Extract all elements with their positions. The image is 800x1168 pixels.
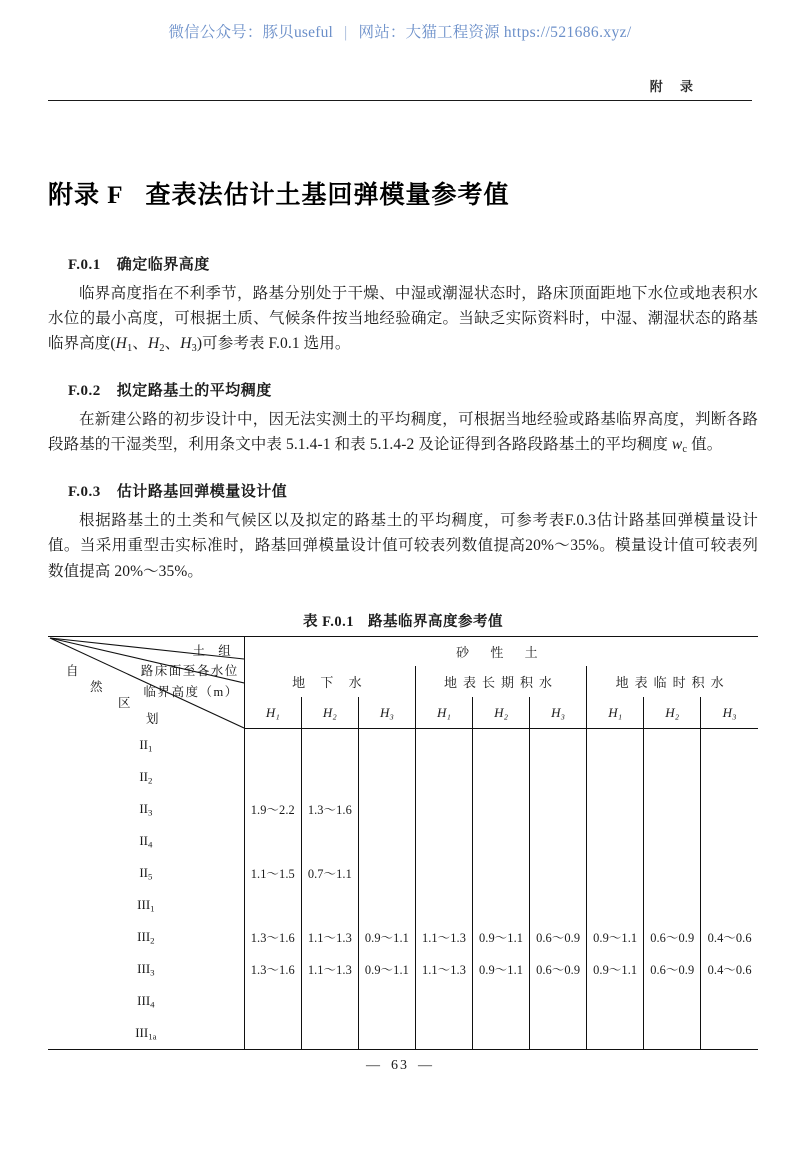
table-cell (530, 985, 587, 1017)
row-label-sub: 1 (148, 743, 153, 754)
table-cell: 0.4～0.6 (701, 953, 758, 985)
var-h1-sub: 1 (126, 343, 133, 355)
table-row-label (48, 857, 244, 889)
table-row (48, 889, 758, 921)
table-symbol-h3-lts: H₃ (530, 697, 587, 729)
corner-label-zone-char-2: 然 (90, 679, 104, 694)
table-cell (530, 729, 587, 762)
table-cell: 0.6～0.9 (644, 921, 701, 953)
table-cell (415, 729, 472, 762)
table-cell (587, 825, 644, 857)
section-f01-title: 确定临界高度 (116, 257, 210, 273)
table-row-label (48, 825, 244, 857)
table-cell: 1.9～2.2 (244, 793, 301, 825)
table-row-label (48, 729, 244, 762)
row-label-main: II (139, 832, 148, 848)
table-cell (587, 761, 644, 793)
row-label-main: III (137, 928, 151, 944)
table-cell: 0.9～1.1 (358, 953, 415, 985)
table-cell (415, 889, 472, 921)
table-row (48, 729, 758, 762)
table-cell: 1.1～1.5 (244, 857, 301, 889)
row-label-sub: 5 (148, 871, 153, 882)
section-f03 (48, 480, 758, 583)
row-label-sub: 4 (148, 839, 153, 850)
var-h2: H (147, 335, 160, 353)
table-cell (587, 857, 644, 889)
table-body (48, 729, 758, 1050)
table-block (48, 610, 758, 1051)
table-cell (301, 729, 358, 762)
section-f02-number: F.0.2 (68, 383, 101, 400)
watermark-site: 网站：大猫工程资源 (358, 24, 500, 41)
table-symbol-h1-lts: H₁ (415, 697, 472, 729)
table-symbol-h3-tts: H₃ (701, 697, 758, 729)
appendix-title-text: 查表法估计土基回弹模量参考值 (145, 182, 510, 209)
row-label-sub: 3 (150, 967, 155, 978)
row-label-main: II (139, 864, 148, 880)
watermark-header (0, 20, 800, 42)
table-cell (415, 1017, 472, 1050)
table-cell (530, 825, 587, 857)
table-row (48, 953, 758, 985)
table-cell (301, 1017, 358, 1050)
table-cell (415, 985, 472, 1017)
table-cell (587, 889, 644, 921)
table-row-label (48, 1017, 244, 1050)
table-caption-text: 路基临界高度参考值 (367, 613, 503, 630)
table-cell (644, 729, 701, 762)
corner-label-zone-char-4: 划 (146, 711, 160, 726)
table-symbol-h2-tts: H₂ (644, 697, 701, 729)
table-row (48, 985, 758, 1017)
table-cell (415, 761, 472, 793)
table-header-row-group (48, 636, 758, 665)
table-cell: 1.3～1.6 (244, 921, 301, 953)
table-row-label (48, 921, 244, 953)
table-cell (587, 985, 644, 1017)
document-content (48, 175, 758, 1050)
table-cell (473, 857, 530, 889)
table-cell (701, 793, 758, 825)
table-cell: 1.3～1.6 (301, 793, 358, 825)
table-row-label (48, 953, 244, 985)
table-cell (358, 793, 415, 825)
table-cell (301, 889, 358, 921)
table-cell (701, 761, 758, 793)
table-cell (644, 761, 701, 793)
table-cell (473, 1017, 530, 1050)
section-f01-heading (48, 253, 758, 274)
var-h3: H (180, 335, 192, 353)
table-cell (530, 761, 587, 793)
corner-label-zone-char-1: 自 (66, 663, 80, 678)
var-h2-sub: 2 (159, 343, 165, 355)
table-cell (358, 857, 415, 889)
table-cell (473, 889, 530, 921)
section-f03-number: F.0.3 (68, 484, 101, 501)
var-h3-sub: 3 (191, 343, 197, 355)
section-f03-paragraph: 根据路基土的土类和气候区以及拟定的路基土的平均稠度，可参考表F.0.3估计路基回弹模量设计值。当采用重型击实标准时，路基回弹模量设计值可较表列数值提高20%～35%。模量设计值可较表列数值提高 20%～35%。 (48, 512, 758, 580)
table-cell (358, 889, 415, 921)
table-cell (644, 1017, 701, 1050)
table-cell (530, 889, 587, 921)
section-f01-text-b: )可参考表 F.0.1 选用。 (196, 335, 351, 353)
section-f02 (48, 379, 758, 458)
table-cell (644, 793, 701, 825)
corner-label-zone-char-3: 区 (118, 695, 132, 710)
table-cell: 0.6～0.9 (530, 953, 587, 985)
section-f03-heading (48, 480, 758, 501)
table-caption-number: 表 F.0.1 (303, 613, 354, 630)
table-cell (244, 985, 301, 1017)
watermark-url: https://521686.xyz/ (503, 24, 632, 41)
table-cell (701, 1017, 758, 1050)
table-cell (530, 793, 587, 825)
page-number (0, 1058, 800, 1074)
var-w: w (671, 436, 683, 454)
table-cell (301, 825, 358, 857)
table-cell (473, 761, 530, 793)
table-corner-header (48, 636, 244, 729)
table-row (48, 857, 758, 889)
table-cell (587, 793, 644, 825)
row-label-main: III (137, 896, 151, 912)
table-row (48, 1017, 758, 1050)
table-row (48, 921, 758, 953)
table-row-label (48, 793, 244, 825)
table-cell (701, 857, 758, 889)
page-title (48, 175, 758, 211)
section-f03-title: 估计路基回弹模量设计值 (116, 484, 288, 501)
watermark-separator: | (344, 24, 348, 41)
table-cell: 1.1～1.3 (301, 953, 358, 985)
table-cell: 0.4～0.6 (701, 921, 758, 953)
table-row-label (48, 889, 244, 921)
table-cell (415, 793, 472, 825)
table-symbol-h3-gw: H₃ (358, 697, 415, 729)
running-head (48, 76, 752, 101)
table-cell (301, 761, 358, 793)
table-cell: 1.1～1.3 (301, 921, 358, 953)
appendix-title-number: 附录 F (48, 182, 124, 209)
row-label-sub: 2 (148, 775, 153, 786)
table-subgroup-temporary-surface: 地表临时积水 (587, 666, 758, 697)
row-label-sub: 3 (148, 807, 153, 818)
table-cell (415, 857, 472, 889)
row-label-sub: 4 (150, 999, 155, 1010)
table-cell (358, 729, 415, 762)
table-cell (473, 825, 530, 857)
watermark-wechat: 微信公众号：豚贝useful (168, 24, 334, 41)
table-cell (244, 761, 301, 793)
table-cell (644, 825, 701, 857)
corner-label-soil-group: 土 组 (192, 643, 236, 658)
row-label-sub: 1 (150, 903, 155, 914)
table-subgroup-long-term-surface: 地表长期积水 (415, 666, 586, 697)
table-cell (244, 729, 301, 762)
table-row (48, 793, 758, 825)
table-cell (644, 985, 701, 1017)
table-cell: 0.9～1.1 (473, 921, 530, 953)
table-cell: 1.1～1.3 (415, 921, 472, 953)
critical-height-table (48, 636, 758, 1051)
table-row (48, 761, 758, 793)
row-label-main: III (135, 1024, 149, 1040)
table-cell (644, 889, 701, 921)
table-cell (358, 985, 415, 1017)
table-cell (301, 985, 358, 1017)
running-head-label: 附 录 (649, 79, 700, 94)
table-row (48, 825, 758, 857)
table-cell (244, 825, 301, 857)
section-f01-number: F.0.1 (68, 257, 101, 273)
table-symbol-h1-tts: H₁ (587, 697, 644, 729)
table-row-label (48, 761, 244, 793)
table-cell (244, 1017, 301, 1050)
table-cell (473, 793, 530, 825)
section-f02-paragraph (48, 407, 758, 458)
table-cell (701, 985, 758, 1017)
table-cell (701, 825, 758, 857)
table-cell: 0.6～0.9 (530, 921, 587, 953)
section-f02-text-a: 在新建公路的初步设计中，因无法实测土的平均稠度，可根据当地经验或路基临界高度，判断各路段路基的干湿类型，利用条文中表 5.1.4-1 和表 5.1.4-2 及论证得到各路段路基土的平均稠度 (48, 411, 758, 454)
table-row-label (48, 985, 244, 1017)
table-cell (415, 825, 472, 857)
table-cell: 0.9～1.1 (358, 921, 415, 953)
table-subgroup-groundwater: 地 下 水 (244, 666, 415, 697)
table-cell (587, 729, 644, 762)
section-f02-title: 拟定路基土的平均稠度 (116, 383, 272, 400)
table-cell (473, 985, 530, 1017)
row-label-main: II (139, 768, 148, 784)
var-w-sub: c (682, 444, 688, 456)
table-cell: 1.1～1.3 (415, 953, 472, 985)
row-label-sub: 1a (148, 1031, 157, 1042)
sep-1: 、 (132, 335, 148, 353)
section-f02-text-b: 值。 (687, 436, 723, 454)
table-cell (644, 857, 701, 889)
table-cell (244, 889, 301, 921)
table-symbol-h1-gw: H₁ (244, 697, 301, 729)
table-cell: 0.9～1.1 (587, 921, 644, 953)
row-label-main: II (139, 736, 148, 752)
table-cell: 0.9～1.1 (587, 953, 644, 985)
table-cell (358, 1017, 415, 1050)
sep-2: 、 (164, 335, 181, 353)
table-group-header-sandy-soil: 砂 性 土 (244, 636, 758, 665)
table-cell: 1.3～1.6 (244, 953, 301, 985)
table-cell (530, 1017, 587, 1050)
corner-label-critical-height: 临界高度（m） (143, 684, 239, 699)
corner-label-water-level: 路床面至各水位 (140, 663, 239, 678)
table-cell (530, 857, 587, 889)
table-cell (701, 729, 758, 762)
page-number-value: 63 (391, 1058, 409, 1073)
row-label-main: III (137, 960, 151, 976)
row-label-main: II (139, 800, 148, 816)
row-label-main: III (137, 992, 151, 1008)
table-cell: 0.6～0.9 (644, 953, 701, 985)
table-cell (358, 761, 415, 793)
table-cell: 0.9～1.1 (473, 953, 530, 985)
table-cell (358, 825, 415, 857)
table-symbol-h2-gw: H₂ (301, 697, 358, 729)
table-cell (701, 889, 758, 921)
page-number-dash-right: — (418, 1058, 434, 1073)
table-cell: 0.7～1.1 (301, 857, 358, 889)
row-label-sub: 2 (150, 935, 155, 946)
section-f01 (48, 253, 758, 357)
running-head-rule (48, 100, 752, 101)
var-h1: H (115, 335, 127, 353)
table-symbol-h2-lts: H₂ (473, 697, 530, 729)
section-f01-paragraph (48, 281, 758, 357)
page-number-dash-left: — (366, 1058, 382, 1073)
section-f01-text-a: 临界高度指在不利季节，路基分别处于干燥、中湿或潮湿状态时，路床顶面距地下水位或地表积水水位的最小高度，可根据土质、气候条件按当地经验确定。当缺乏实际资料时，中湿、潮湿状态的路基临界高度( (48, 285, 758, 353)
table-caption (48, 610, 758, 631)
section-f02-heading (48, 379, 758, 400)
table-cell (473, 729, 530, 762)
table-cell (587, 1017, 644, 1050)
